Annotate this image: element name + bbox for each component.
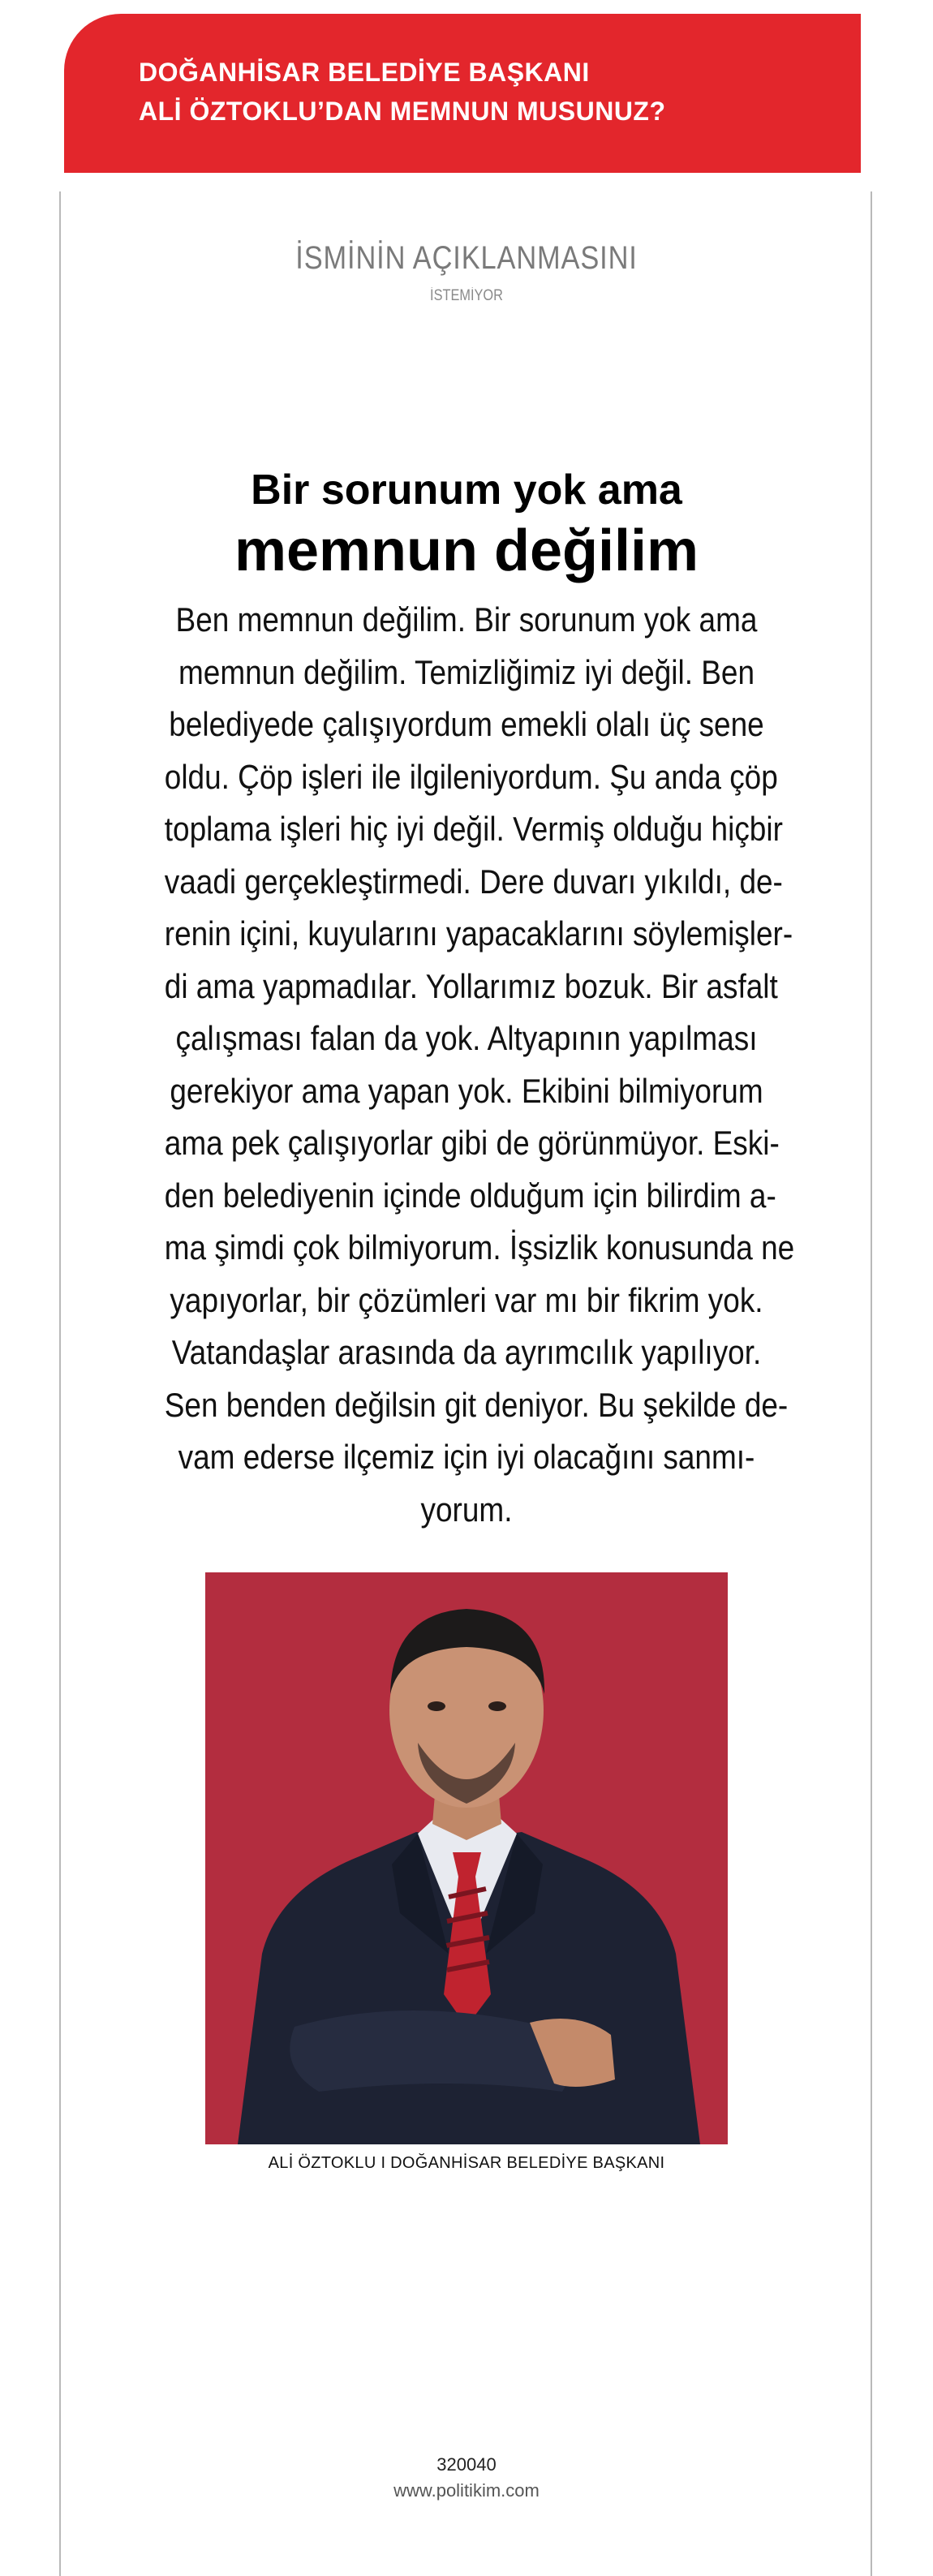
footer-url: www.politikim.com: [393, 2480, 540, 2501]
respondent-subtitle: İSTEMİYOR: [430, 287, 503, 304]
body-line: Ben memnun değilim. Bir sorunum yok ama: [175, 600, 758, 639]
body-line: renin içini, kuyularını yapacaklarını söylemişler-: [164, 914, 793, 953]
body-line: memnun değilim. Temizliğimiz iyi değil. Ben: [178, 652, 755, 691]
body-line: di ama yapmadılar. Yollarımız bozuk. Bir asfalt: [164, 966, 778, 1005]
body-line: gerekiyor ama yapan yok. Ekibini bilmiyorum: [170, 1071, 763, 1110]
headline-line-2: memnun değilim: [234, 518, 699, 583]
body-line: vam ederse ilçemiz için iyi olacağını sanmı-: [178, 1438, 755, 1476]
body-line: belediyede çalışıyordum emekli olalı üç sene: [169, 705, 764, 743]
body-line: yorum.: [420, 1490, 513, 1529]
body-line: çalışması falan da yok. Altyapının yapılması: [175, 1019, 758, 1057]
header-title-line-1: DOĞANHİSAR BELEDİYE BAŞKANI: [139, 58, 590, 87]
left-eye: [428, 1701, 445, 1711]
body-line: vaadi gerçekleştirmedi. Dere duvarı yıkıldı, de-: [164, 862, 783, 901]
headline-line-1: Bir sorunum yok ama: [251, 467, 682, 514]
header-title-line-2: ALİ ÖZTOKLU’DAN MEMNUN MUSUNUZ?: [139, 97, 666, 126]
body-line: Sen benden değilsin git deniyor. Bu şekilde de-: [164, 1385, 789, 1424]
right-eye: [488, 1701, 506, 1711]
body-line: ama pek çalışıyorlar gibi de görünmüyor. Eski-: [164, 1124, 780, 1162]
body-line: yapıyorlar, bir çözümleri var mı bir fikrim yok.: [170, 1280, 763, 1319]
body-text: [123, 594, 810, 1536]
portrait-illustration: [205, 1572, 728, 2144]
respondent-name: İSMİNİN AÇIKLANMASINI: [295, 240, 638, 276]
footer-code: 320040: [436, 2454, 497, 2475]
body-line: toplama işleri hiç iyi değil. Vermiş olduğu hiçbir: [164, 810, 783, 848]
mayor-portrait-photo: [205, 1572, 728, 2144]
header-banner: [64, 14, 861, 173]
body-line: Vatandaşlar arasında da ayrımcılık yapılıyor.: [171, 1333, 762, 1371]
body-line: oldu. Çöp işleri ile ilgileniyordum. Şu anda çöp: [164, 757, 778, 796]
photo-caption: ALİ ÖZTOKLU I DOĞANHİSAR BELEDİYE BAŞKANI: [268, 2154, 665, 2172]
body-line: ma şimdi çok bilmiyorum. İşsizlik konusunda ne: [164, 1228, 795, 1266]
body-line: den belediyenin içinde olduğum için bilirdim a-: [164, 1176, 776, 1215]
